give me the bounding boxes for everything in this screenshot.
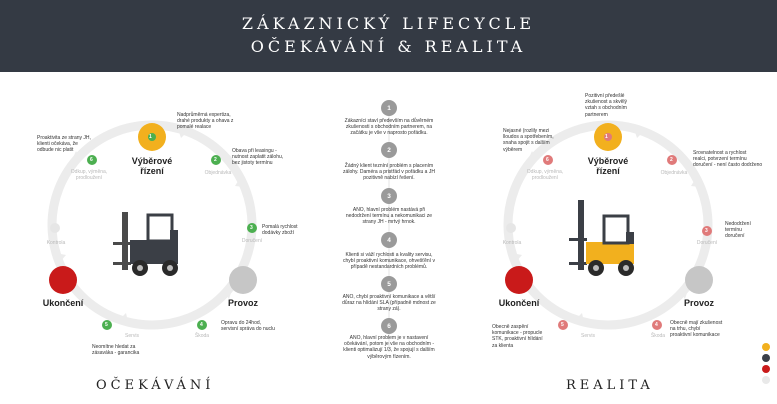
left-label-doruceni: Doručení <box>241 238 263 244</box>
left-select-title: Výběrové řízení <box>131 156 173 176</box>
right-label-odkup: Odkup, výměna, prodloužení <box>526 169 564 181</box>
left-num-3: 3 <box>250 225 253 231</box>
header-title-line-2: OČEKÁVÁNÍ & REALITA <box>250 37 527 56</box>
right-stage-run-circle <box>685 266 713 294</box>
mid-step-6-text: ANO, hlavní problem je v nastavení očekávání, potom je vše na obchodním - klienti optimalizují 1/3, že spojují s dalším výběrovým řízením. <box>343 335 435 360</box>
left-num-4: 4 <box>200 322 203 328</box>
right-run-title: Provoz <box>683 298 714 308</box>
right-stage-end-circle <box>505 266 533 294</box>
right-num-5: 5 <box>561 322 564 328</box>
left-num-5: 5 <box>105 322 108 328</box>
right-label-kontrola: Kontrola <box>502 240 522 246</box>
right-label-objednavka: Objednávka <box>660 170 688 176</box>
left-num-6: 6 <box>90 157 93 163</box>
left-run-title: Provoz <box>227 298 258 308</box>
right-label-servis: Servis <box>581 333 595 339</box>
left-end-title: Ukončení <box>42 298 84 308</box>
right-num-2: 2 <box>670 157 673 163</box>
legend-dot-red <box>762 365 770 373</box>
right-text-2: Srovnatelnost a rychlost realci, potvrzení termínu doručení - není často dodrženo <box>693 150 763 169</box>
mid-step-3-text: ANO, hlavní problém nastává při nedodržení termínu a nekomunikaci ze strany JH - mrtvý hrnok. <box>345 207 433 226</box>
left-num-2: 2 <box>214 157 217 163</box>
right-text-1: Pozitivní předešlé zkušenost a skvělý vztah s obchodním partnerem <box>585 93 627 118</box>
right-kontrola-dot <box>506 223 516 233</box>
left-stage-end-circle <box>49 266 77 294</box>
mid-step-5-num: 5 <box>381 276 397 292</box>
right-text-3: Nedodržení termínu doručení <box>725 221 751 240</box>
left-label-skoda: Škoda <box>194 333 210 339</box>
right-end-title: Ukončení <box>498 298 540 308</box>
mid-step-5-text: ANO, chybí proaktivní komunikace a větší důraz na hlídání SLA (případně mdnost ze strany zá). <box>342 294 436 313</box>
right-text-6: Nejasné (rozlily mezi lloudos a spotřebením, snaha spojit s dalším výběrem <box>503 128 554 153</box>
left-bottom-title: OČEKÁVÁNÍ <box>96 378 215 393</box>
left-text-4: Opravu do 24hod, servisní správa do nuclu <box>221 320 275 333</box>
right-text-5: Obecně zaspění komunikace - propucle STK, proaktivní hlídání za klienta <box>492 324 543 349</box>
right-num-3: 3 <box>705 228 708 234</box>
right-num-1: 1 <box>605 134 608 140</box>
mid-step-6-num: 6 <box>381 318 397 334</box>
left-label-objednavka: Objednávka <box>204 170 232 176</box>
header-title-line-1: ZÁKAZNICKÝ LIFECYCLE <box>241 14 536 33</box>
left-text-6: Proaktivita ze strany JH, klienti očekáva, že odbude nic platit <box>37 135 91 154</box>
mid-step-1-text: Zákazníci staví především na důvěrném zkušenosti s obchodním partnerem, na začátku je vše v naprosto pořádku. <box>344 118 434 137</box>
mid-step-2-num: 2 <box>381 142 397 158</box>
left-num-1: 1 <box>149 134 152 140</box>
right-select-title: Výběrové řízení <box>587 156 629 176</box>
left-text-1: Nadprůměrná expertiza, drahé produkty a ohava z pomalé realace <box>177 112 234 131</box>
mid-step-4-text: Klienti si váží rychlosti a kvality servisu, chybí proaktivní komunikace, ohvešťění v případě nestandardních problémů. <box>343 252 435 271</box>
right-bottom-title: REALITA <box>566 378 654 393</box>
left-label-odkup: Odkup, výměna, prodloužení <box>70 169 108 181</box>
mid-step-1-num: 1 <box>381 100 397 116</box>
right-label-skoda: Škoda <box>650 333 666 339</box>
left-stage-run-circle <box>229 266 257 294</box>
forklift-left-icon <box>113 212 178 276</box>
right-label-doruceni: Doručení <box>696 240 718 246</box>
right-num-4: 4 <box>655 322 658 328</box>
legend-dot-light <box>762 376 770 384</box>
mid-step-3-num: 3 <box>381 188 397 204</box>
right-num-6: 6 <box>546 157 549 163</box>
left-label-kontrola: Kontrola <box>46 240 66 246</box>
legend-dot-dark <box>762 354 770 362</box>
legend-dot-yellow <box>762 343 770 351</box>
left-kontrola-dot <box>50 223 60 233</box>
mid-step-2-text: Žádný klient tezníní problém s placením zálohy. Daméra a pristřád v pořádku a JH pozitivně nabízí řešení. <box>343 163 435 182</box>
forklift-right-icon <box>569 200 634 276</box>
left-label-servis: Servis <box>125 333 139 339</box>
right-text-4: Obecně mají zkušenost na trhu, chybí proaktivní komunikace <box>670 320 723 339</box>
left-text-2: Obava při leasingu - nutnost zaplatit zálohu, bez jistoty termínu <box>232 148 284 167</box>
mid-step-4-num: 4 <box>381 232 397 248</box>
left-text-3: Pomalá rychlost dodávky zboží <box>262 224 298 237</box>
left-text-5: Neomítne hledat za zásaváka - garancika <box>92 344 140 357</box>
